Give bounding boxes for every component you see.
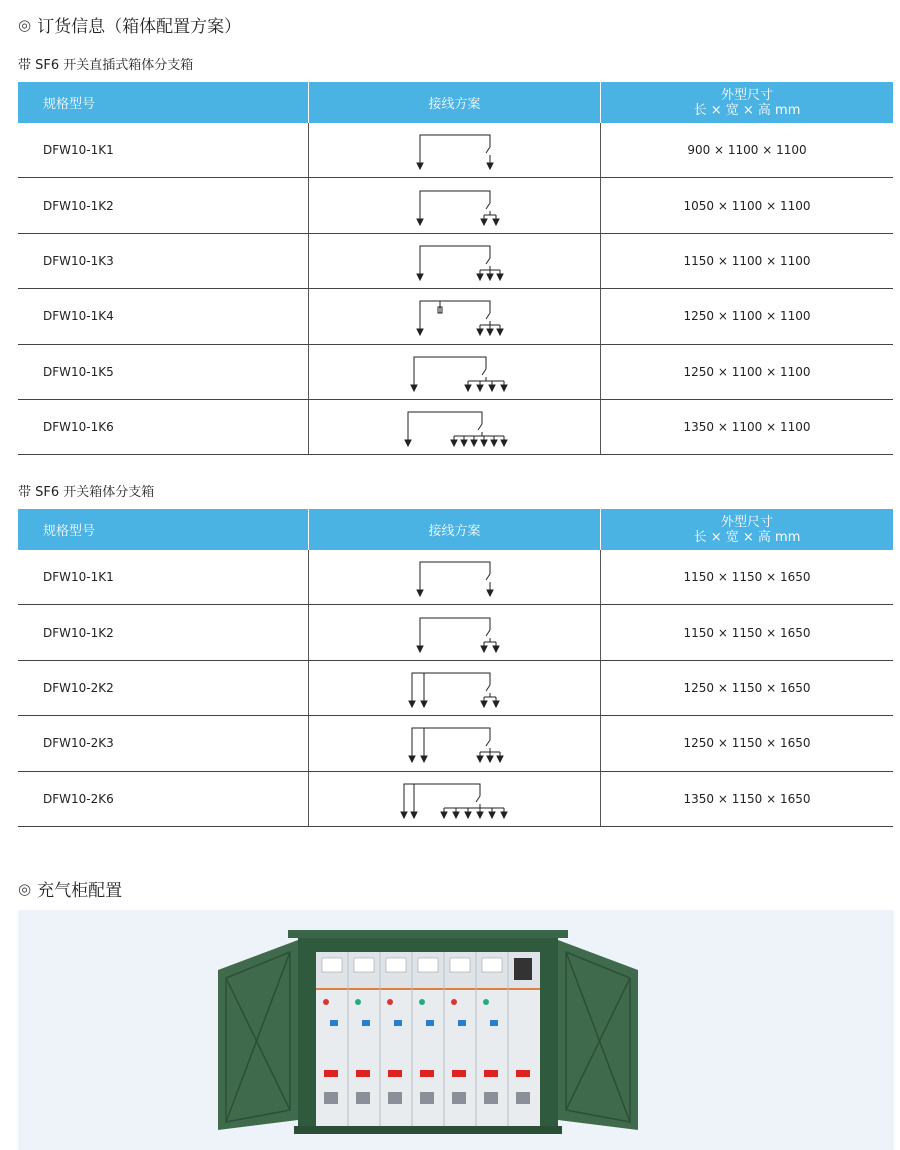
row-size: 1150 × 1100 × 1100 xyxy=(683,253,811,268)
section-title-text: 充气柜配置 xyxy=(37,881,123,901)
table-row xyxy=(18,178,893,233)
table-row xyxy=(18,772,893,827)
wiring-diagram-cell xyxy=(309,716,601,770)
table-header xyxy=(18,509,893,550)
row-model: DFW10-1K2 xyxy=(18,605,309,659)
circle-mark-icon: ◎ xyxy=(18,15,32,34)
wiring-diagram-cell xyxy=(309,661,601,715)
wiring-diagram-icon xyxy=(400,665,510,711)
row-size: 1350 × 1100 × 1100 xyxy=(683,420,811,435)
wiring-diagram-cell xyxy=(309,400,601,454)
table-header xyxy=(18,82,893,123)
wiring-diagram-icon xyxy=(400,293,510,339)
row-model: DFW10-2K3 xyxy=(18,716,309,770)
wiring-diagram-cell xyxy=(309,345,601,399)
table-row xyxy=(18,661,893,716)
wiring-diagram-icon xyxy=(400,404,510,450)
row-model: DFW10-1K1 xyxy=(18,550,309,604)
header-model: 规格型号 xyxy=(18,509,309,550)
wiring-diagram-icon xyxy=(400,554,510,600)
row-model: DFW10-1K1 xyxy=(18,123,309,177)
table-row xyxy=(18,605,893,660)
wiring-diagram-cell xyxy=(309,550,601,604)
header-size xyxy=(601,509,893,550)
table-row xyxy=(18,345,893,400)
table-row xyxy=(18,716,893,771)
wiring-diagram-cell xyxy=(309,772,601,826)
header-model: 规格型号 xyxy=(18,82,309,123)
wiring-diagram-icon xyxy=(400,349,510,395)
table-row xyxy=(18,400,893,455)
wiring-diagram-cell xyxy=(309,234,601,288)
row-size: 1250 × 1150 × 1650 xyxy=(683,736,811,751)
row-model: DFW10-1K2 xyxy=(18,178,309,232)
wiring-diagram-icon xyxy=(400,127,510,173)
row-size: 1050 × 1100 × 1100 xyxy=(683,198,811,213)
row-model: DFW10-1K4 xyxy=(18,289,309,343)
wiring-diagram-icon xyxy=(400,183,510,229)
header-scheme: 接线方案 xyxy=(309,509,601,550)
wiring-diagram-icon xyxy=(400,238,510,284)
plug-in-branch-box-table xyxy=(18,82,893,455)
wiring-diagram-icon xyxy=(400,776,510,822)
wiring-diagram-icon xyxy=(400,610,510,656)
row-size: 1250 × 1100 × 1100 xyxy=(683,309,811,324)
wiring-diagram-cell xyxy=(309,178,601,232)
row-size: 900 × 1100 × 1100 xyxy=(687,143,807,158)
table-row xyxy=(18,234,893,289)
row-size: 1250 × 1100 × 1100 xyxy=(683,364,811,379)
row-model: DFW10-1K3 xyxy=(18,234,309,288)
row-model: DFW10-1K5 xyxy=(18,345,309,399)
row-size: 1150 × 1150 × 1650 xyxy=(683,625,811,640)
wiring-diagram-cell xyxy=(309,123,601,177)
table-row xyxy=(18,289,893,344)
section-title-text: 订货信息（箱体配置方案） xyxy=(37,17,242,37)
row-model: DFW10-2K2 xyxy=(18,661,309,715)
branch-box-table xyxy=(18,509,893,827)
table1-subtitle: 带 SF6 开关直插式箱体分支箱 xyxy=(18,58,194,73)
section-title-gas-cabinet xyxy=(18,876,122,901)
header-size-line2: 长 × 宽 × 高 mm xyxy=(693,529,801,545)
row-model: DFW10-1K6 xyxy=(18,400,309,454)
header-size xyxy=(601,82,893,123)
gas-insulated-cabinet-image xyxy=(218,930,638,1135)
header-size-line2: 长 × 宽 × 高 mm xyxy=(693,102,801,118)
cabinet-photo-frame xyxy=(18,910,894,1150)
table2-subtitle: 带 SF6 开关箱体分支箱 xyxy=(18,485,155,500)
row-size: 1250 × 1150 × 1650 xyxy=(683,680,811,695)
wiring-diagram-cell xyxy=(309,289,601,343)
section-title-order-info xyxy=(18,12,241,37)
wiring-diagram-cell xyxy=(309,605,601,659)
table-row xyxy=(18,123,893,178)
wiring-diagram-icon xyxy=(400,720,510,766)
header-size-line1: 外型尺寸 xyxy=(720,87,773,103)
circle-mark-icon: ◎ xyxy=(18,879,32,898)
header-scheme: 接线方案 xyxy=(309,82,601,123)
row-model: DFW10-2K6 xyxy=(18,772,309,826)
table-row xyxy=(18,550,893,605)
row-size: 1350 × 1150 × 1650 xyxy=(683,791,811,806)
header-size-line1: 外型尺寸 xyxy=(720,514,773,530)
row-size: 1150 × 1150 × 1650 xyxy=(683,570,811,585)
